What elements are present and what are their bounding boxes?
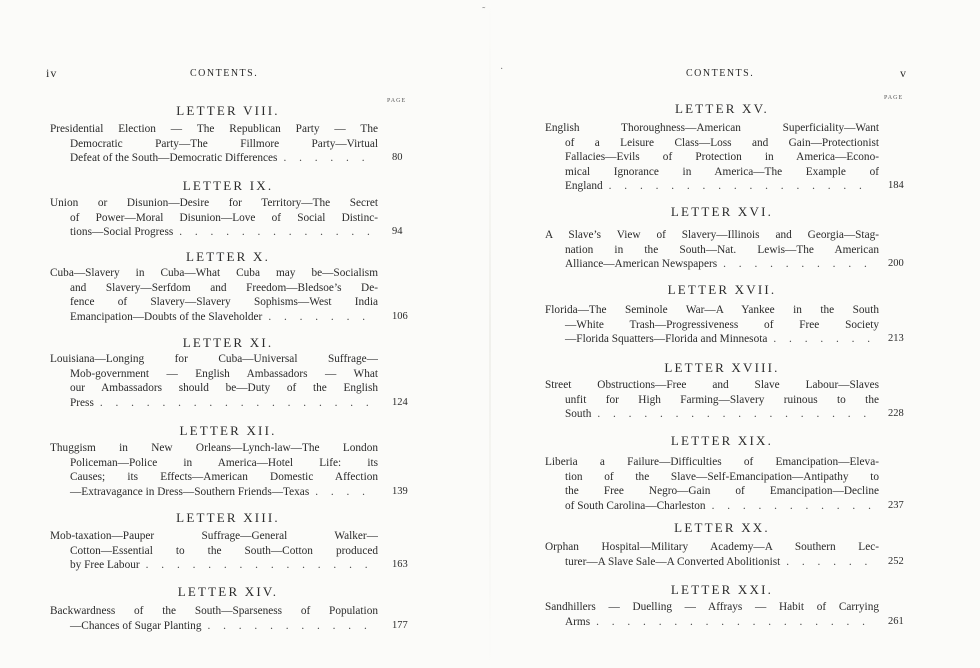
entry-line: Cotton—Essential to the South—Cotton produced — [70, 544, 378, 557]
entry-text: turer—A Slave Sale—A Converted Abolitionist — [565, 555, 781, 568]
letter-heading: LETTER XVIII. — [664, 360, 780, 375]
entry-page-number: 213 — [888, 333, 904, 345]
entry-line: and Slavery—Serfdom and Freedom—Bledsoe’s De- — [70, 281, 378, 294]
contents-entry — [545, 455, 879, 513]
running-head: CONTENTS. — [190, 68, 259, 79]
right-page — [490, 0, 980, 668]
contents-entry — [545, 540, 879, 569]
contents-entry — [50, 352, 378, 410]
entry-page-number: 139 — [392, 485, 408, 497]
entry-page-number: 261 — [888, 615, 904, 627]
dot-leader — [597, 407, 873, 422]
entry-text: —Chances of Sugar Planting — [70, 619, 202, 632]
page-column-label: PAGE — [884, 95, 904, 101]
contents-entry — [545, 121, 879, 194]
contents-entry — [545, 378, 879, 422]
entry-line: fence of Slavery—Slavery Sophisms—West India — [70, 296, 378, 309]
entry-line — [50, 310, 378, 325]
entry-text: —Florida Squatters—Florida and Minnesota — [565, 333, 768, 346]
dot-leader — [315, 485, 372, 500]
letter-heading: LETTER VIII. — [176, 103, 280, 118]
entry-line: Louisiana—Longing for Cuba—Universal Suffrage— — [50, 353, 378, 365]
entry-line — [545, 179, 879, 194]
entry-page-number: 106 — [392, 310, 408, 322]
dot-leader — [268, 310, 372, 325]
entry-line: Liberia a Failure—Difficulties of Emancipation—Eleva- — [545, 456, 879, 468]
entry-page-number: 228 — [888, 408, 904, 420]
entry-line: mical Ignorance in America—The Example of — [565, 165, 879, 178]
page-number: iv — [46, 66, 58, 80]
entry-text: by Free Labour — [70, 559, 140, 572]
scan-mark: ˜ — [482, 6, 486, 17]
contents-entry — [545, 303, 879, 347]
page-column-label: PAGE — [387, 98, 407, 104]
entry-text: Alliance—American Newspapers — [565, 258, 718, 271]
entry-line — [50, 619, 378, 634]
letter-heading: LETTER XIX. — [670, 433, 774, 448]
dot-leader — [723, 257, 873, 272]
entry-line: Street Obstructions—Free and Slave Labour—Slaves — [545, 379, 879, 391]
entry-line: Fallacies—Evils of Protection in America—Econo- — [565, 151, 879, 164]
entry-text: —Extravagance in Dress—Southern Friends—Texas — [70, 485, 310, 498]
dot-leader — [179, 225, 372, 240]
entry-line: our Ambassadors should be—Duty of the English — [70, 382, 378, 395]
entry-line: Presidential Election — The Republican Party — The — [50, 123, 378, 135]
entry-line — [545, 499, 879, 514]
contents-entry — [50, 529, 378, 573]
contents-entry — [50, 441, 378, 499]
contents-entry — [50, 266, 378, 324]
letter-heading: LETTER XI. — [182, 335, 274, 350]
entry-line: the Free Negro—Gain of Emancipation—Decline — [565, 485, 879, 498]
entry-text: South — [565, 408, 592, 421]
letter-heading: LETTER IX. — [182, 178, 274, 193]
entry-line: A Slave’s View of Slavery—Illinois and Georgia—Stag- — [545, 229, 879, 241]
entry-line: Sandhillers — Duelling — Affrays — Habit of Carrying — [545, 601, 879, 613]
contents-entry — [545, 228, 879, 272]
letter-heading: LETTER XIV. — [177, 584, 279, 599]
entry-line: Thuggism in New Orleans—Lynch-law—The London — [50, 442, 378, 454]
letter-heading: LETTER XII. — [179, 423, 277, 438]
entry-line: Mob-government — English Ambassadors — What — [70, 367, 378, 380]
entry-text: Defeat of the South—Democratic Differences — [70, 152, 278, 165]
letter-heading: LETTER XXI. — [670, 582, 774, 597]
letter-heading: LETTER X. — [185, 249, 271, 264]
letter-heading: LETTER XV. — [675, 101, 769, 116]
entry-text: England — [565, 180, 603, 193]
entry-line: Democratic Party—The Fillmore Party—Virtual — [70, 137, 378, 150]
entry-line: tion of the Slave—Self-Emancipation—Antipathy to — [565, 470, 879, 483]
contents-entry — [50, 196, 378, 240]
entry-page-number: 200 — [888, 258, 904, 270]
entry-line — [545, 555, 879, 570]
entry-line: —White Trash—Progressiveness of Free Society — [565, 318, 879, 331]
running-head: CONTENTS. — [686, 68, 755, 79]
entry-page-number: 237 — [888, 499, 904, 511]
letter-heading: LETTER XIII. — [176, 510, 280, 525]
contents-entry — [50, 122, 378, 166]
letter-heading: LETTER XVII. — [667, 282, 777, 297]
letter-heading: LETTER XX. — [674, 520, 770, 535]
entry-line — [50, 485, 378, 500]
entry-line: Orphan Hospital—Military Academy—A Southern Lec- — [545, 541, 879, 553]
entry-line: English Thoroughness—American Superficiality—Want — [545, 122, 879, 134]
contents-entry — [545, 600, 879, 629]
entry-text: tions—Social Progress — [70, 226, 174, 239]
dot-leader — [712, 499, 873, 514]
entry-line — [50, 225, 378, 240]
entry-line: Cuba—Slavery in Cuba—What Cuba may be—Socialism — [50, 267, 378, 279]
entry-text: Emancipation—Doubts of the Slaveholder — [70, 310, 263, 323]
entry-text: Press — [70, 396, 94, 409]
dot-leader — [596, 615, 873, 630]
entry-page-number: 252 — [888, 555, 904, 567]
entry-line — [545, 407, 879, 422]
entry-page-number: 163 — [392, 559, 408, 571]
entry-line: Florida—The Seminole War—A Yankee in the South — [545, 304, 879, 316]
entry-line — [545, 257, 879, 272]
entry-line — [50, 151, 378, 166]
entry-page-number: 177 — [392, 619, 408, 631]
entry-page-number: 80 — [392, 152, 403, 164]
entry-line — [50, 558, 378, 573]
scan-mark: · — [500, 64, 504, 75]
entry-page-number: 94 — [392, 226, 403, 238]
entry-line: Union or Disunion—Desire for Territory—The Secret — [50, 197, 378, 209]
entry-line: Mob-taxation—Pauper Suffrage—General Walker— — [50, 530, 378, 542]
entry-text: Arms — [565, 615, 591, 628]
dot-leader — [283, 151, 372, 166]
entry-line: of Power—Moral Disunion—Love of Social Distinc- — [70, 211, 378, 224]
entry-text: of South Carolina—Charleston — [565, 499, 706, 512]
entry-line: Causes; its Effects—American Domestic Affection — [70, 471, 378, 484]
entry-line: nation in the South—Nat. Lewis—The American — [565, 243, 879, 256]
dot-leader — [786, 555, 873, 570]
entry-line — [50, 396, 378, 411]
entry-page-number: 124 — [392, 396, 408, 408]
entry-line — [545, 615, 879, 630]
dot-leader — [207, 619, 372, 634]
dot-leader — [146, 558, 372, 573]
entry-line — [545, 332, 879, 347]
entry-line: Policeman—Police in America—Hotel Life: its — [70, 456, 378, 469]
dot-leader — [609, 179, 873, 194]
dot-leader — [100, 396, 372, 411]
letter-heading: LETTER XVI. — [670, 204, 774, 219]
entry-line: of a Leisure Class—Loss and Gain—Protectionist — [565, 136, 879, 149]
entry-line: Backwardness of the South—Sparseness of Population — [50, 605, 378, 617]
contents-entry — [50, 604, 378, 633]
entry-line: unfit for High Farming—Slavery ruinous to the — [565, 393, 879, 406]
page-number: v — [900, 66, 907, 80]
dot-leader — [773, 332, 873, 347]
entry-page-number: 184 — [888, 180, 904, 192]
